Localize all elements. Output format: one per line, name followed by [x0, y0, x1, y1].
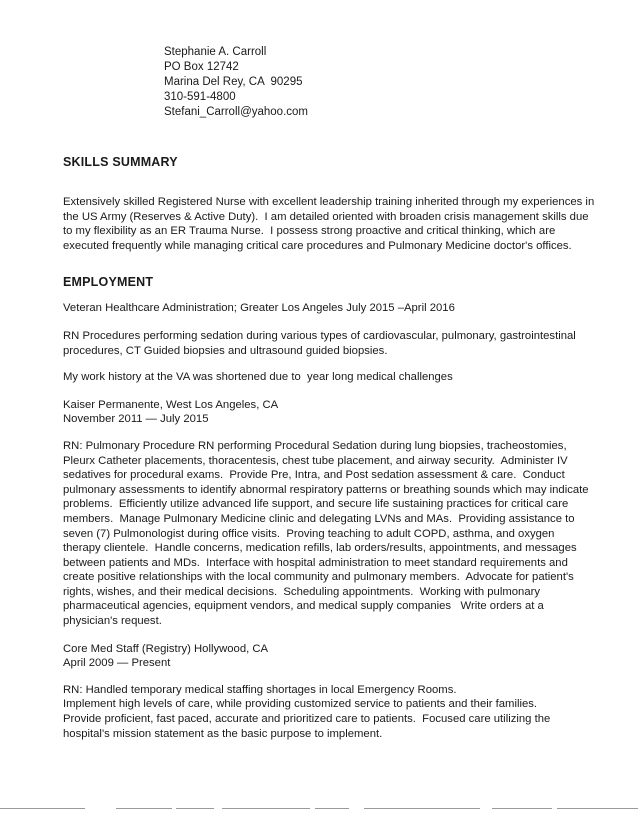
page-bottom-rule [0, 808, 638, 809]
contact-email: Stefani_Carroll@yahoo.com [164, 106, 308, 118]
contact-address-line-1: PO Box 12742 [164, 61, 239, 73]
job-description: RN Procedures performing sedation during various types of cardiovascular, pulmonary, gastrointestinal procedures, CT Guided biopsies and ultrasound guided biopsies. [63, 329, 576, 357]
job-entry-kaiser [63, 398, 595, 629]
contact-address-line-2: Marina Del Rey, CA 90295 [164, 76, 303, 88]
resume-body [63, 154, 598, 741]
skills-summary-text: Extensively skilled Registered Nurse with excellent leadership training inherited through my experiences in the US Army (Reserves & Active Duty). I am detailed oriented with broaden crisis management skills due to my flexibility as an ER Trauma Nurse. I possess strong proactive and critical thinking, which are executed frequently while managing critical care procedures and Pulmonary Medicine doctor's offices. [63, 196, 598, 252]
employment-heading: EMPLOYMENT [63, 275, 154, 290]
job-description-line: RN: Handled temporary medical staffing shortages in local Emergency Rooms. [63, 683, 457, 696]
contact-block [164, 45, 308, 120]
skills-summary-heading: SKILLS SUMMARY [63, 155, 178, 169]
job-entry-core-med [63, 642, 595, 742]
job-description-line: Provide proficient, fast paced, accurate and prioritized care to patients. Focused care utilizing the hospital's mission statement as the basic purpose to implement. [63, 713, 554, 740]
job-employer: Kaiser Permanente, West Los Angeles, CA [63, 398, 279, 411]
contact-name: Stephanie A. Carroll [164, 46, 267, 58]
job-dates: November 2011 — July 2015 [63, 413, 209, 426]
job-dates: April 2009 — Present [63, 657, 171, 670]
job-employer: Core Med Staff (Registry) Hollywood, CA [63, 642, 269, 655]
job-note: My work history at the VA was shortened due to year long medical challenges [63, 371, 453, 384]
job-description: RN: Pulmonary Procedure RN performing Procedural Sedation during lung biopsies, tracheostomies, Pleurx Catheter placements, thoracentesis, chest tube placement, and airway security. Administer IV sedatives for procedural exams. Provide Pre, Intra, and Post sedation assessment & care. Conduct pulmonary assessments to identify abnormal respiratory patterns or breathing sounds which may indicate problems. Efficiently utilize advanced life support, and secure life sustaining practices for critical care members. Manage Pulmonary Medicine clinic and delegating LVNs and MAs. Providing assistance to seven (7) Pulmonologist during office visits. Proving teaching to adult COPD, asthma, and oxygen therapy clientele. Handle concerns, medication refills, lab orders/results, appointments, and messages between patients and MDs. Interface with hospital administration to meet standard requirements and create positive relationships with the local community and pulmonary members. Advocate for patient's rights, wishes, and their medical decisions. Scheduling appointments. Working with pulmonary pharmaceutical agencies, equipment vendors, and medical supply companies Write orders at a physician's request. [63, 439, 592, 628]
contact-phone: 310-591-4800 [164, 91, 236, 103]
job-description-line: Implement high levels of care, while providing customized service to patients and their families. [63, 698, 538, 711]
job-header: Veteran Healthcare Administration; Greater Los Angeles July 2015 –April 2016 [63, 302, 455, 315]
job-entry-va [63, 301, 595, 384]
